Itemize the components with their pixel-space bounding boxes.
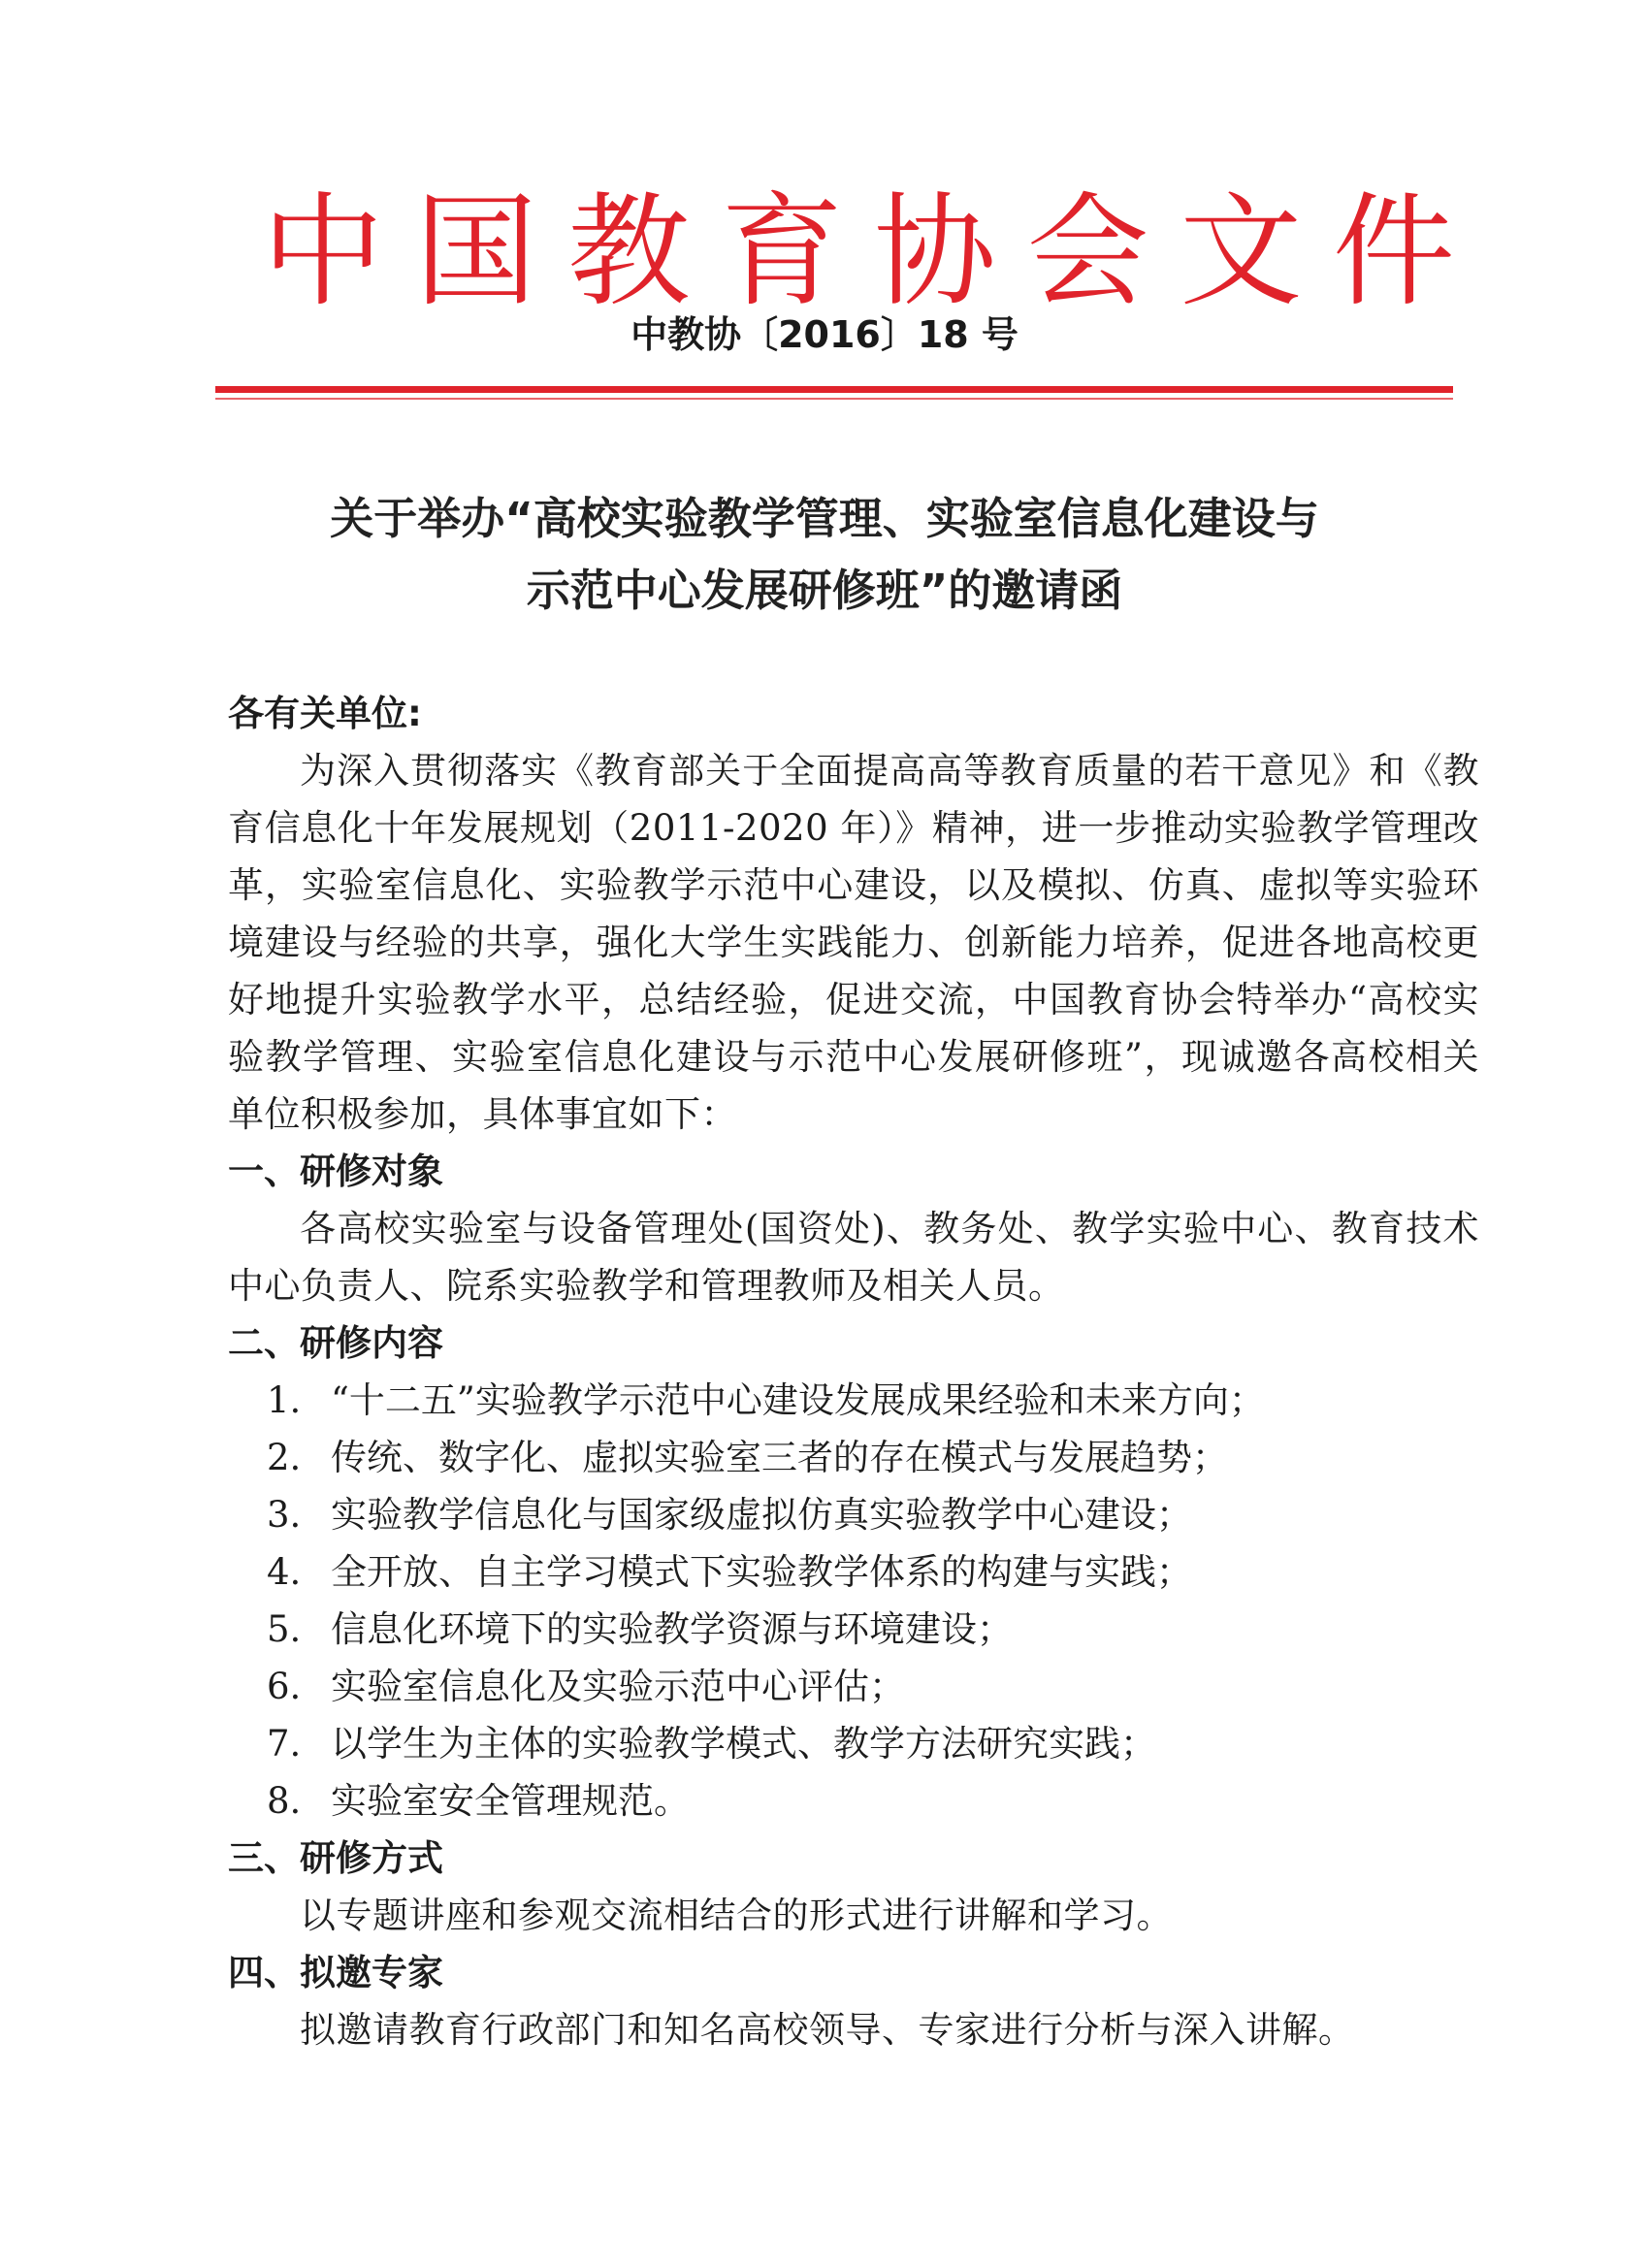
list-item [228,1715,1479,1772]
list-item [228,1372,1479,1429]
letterhead-char: 会 [1026,180,1149,323]
list-item-number: 5. [267,1608,302,1650]
section-text-experts: 拟邀请教育行政部门和知名高校领导、专家进行分析与深入讲解。 [300,2009,1355,2051]
list-item-text: “十二五”实验教学示范中心建设发展成果经验和未来方向； [331,1379,1265,1421]
list-item-number: 2. [267,1437,302,1478]
section-heading-content: 二、研修内容 [228,1322,443,1364]
list-item-text: 全开放、自主学习模式下实验教学体系的构建与实践； [331,1551,1192,1593]
list-item [228,1601,1479,1658]
document-title [0,483,1649,627]
letterhead-char: 育 [721,180,844,323]
list-item-text: 信息化环境下的实验教学资源与环境建设； [331,1608,1013,1650]
list-item [228,1658,1479,1715]
intro-paragraph: 为深入贯彻落实《教育部关于全面提高高等教育质量的若干意见》和《教育信息化十年发展规划（2011-2020 年）》精神，进一步推动实验教学管理改革，实验室信息化、实验教学示范中心建设，以及模拟、仿真、虚拟等实验环境建设与经验的共享，强化大学生实践能力、创新能力培养，促进各地高校更好地提升实验教学水平，总结经验，促进交流，中国教育协会特举办“高校实验教学管理、实验室信息化建设与示范中心发展研修班”，现诚邀各高校相关单位积极参加，具体事宜如下： [228,750,1479,1135]
list-item-text: 实验室安全管理规范。 [331,1780,690,1822]
letterhead-title [262,179,1455,325]
list-item-text: 实验室信息化及实验示范中心评估； [331,1666,905,1707]
content-list [228,1372,1479,1830]
section-text-method: 以专题讲座和参观交流相结合的形式进行讲解和学习。 [300,1895,1173,1936]
salutation: 各有关单位: [228,693,422,734]
section-heading-experts: 四、拟邀专家 [228,1952,443,1993]
document-body [228,685,1479,2058]
section-text-audience: 各高校实验室与设备管理处(国资处)、教务处、教学实验中心、教育技术中心负责人、院系实验教学和管理教师及相关人员。 [228,1208,1479,1307]
list-item-number: 1. [267,1379,302,1421]
letterhead-char: 文 [1180,180,1303,323]
section-heading-method: 三、研修方式 [228,1837,443,1879]
list-item-number: 4. [267,1551,302,1593]
letterhead-char: 中 [262,180,384,323]
letterhead-char: 教 [567,180,691,323]
red-divider [215,386,1453,393]
document-title-line-2: 示范中心发展研修班”的邀请函 [526,565,1123,616]
document-title-line-1: 关于举办“高校实验教学管理、实验室信息化建设与 [330,493,1319,544]
list-item-number: 8. [267,1780,302,1822]
section-heading-audience: 一、研修对象 [228,1150,443,1192]
list-item-number: 3. [267,1494,302,1536]
document-number: 中教协〔2016〕18 号 [630,313,1018,356]
list-item [228,1772,1479,1830]
list-item-text: 以学生为主体的实验教学模式、教学方法研究实践； [331,1723,1156,1765]
list-item-text: 实验教学信息化与国家级虚拟仿真实验教学中心建设； [331,1494,1192,1536]
list-item [228,1486,1479,1543]
list-item-number: 7. [267,1723,302,1765]
letterhead-char: 件 [1332,180,1455,323]
list-item-text: 传统、数字化、虚拟实验室三者的存在模式与发展趋势； [331,1437,1228,1478]
list-item [228,1429,1479,1486]
letterhead-char: 协 [873,180,996,323]
list-item-number: 6. [267,1666,302,1707]
list-item [228,1543,1479,1601]
red-divider-thin [215,398,1453,400]
letterhead-char: 国 [414,180,537,323]
